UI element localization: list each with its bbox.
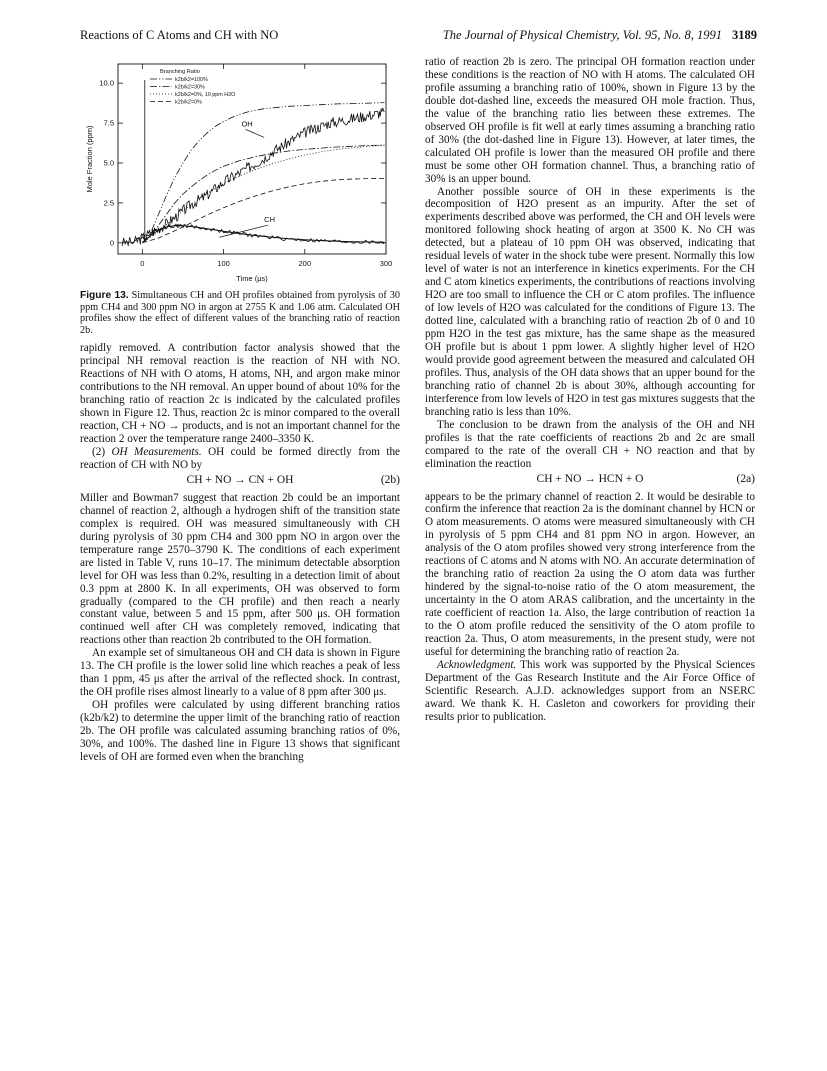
y-tick-label: 5.0 [103,158,114,168]
measured-profile-line [122,108,384,246]
legend-title: Branching Ratio [160,69,200,75]
y-axis-label: Mole Fraction (ppm) [85,125,94,193]
y-tick-label: 10.0 [99,78,114,88]
running-head [80,28,757,46]
equation-number: (2a) [736,472,755,485]
acknowledgment-text: This work was supported by the Physical Sciences Department of the Gas Research Institute and the Air Force Office of Scientific Research. A.J.D. acknowledges support from an NSERC award. We thank K. H. Casleton and coworkers for providing their results prior to publication. [425,658,755,723]
section-paragraph [80,446,400,472]
paragraph: ratio of reaction 2b is zero. The principal OH formation reaction under these conditions is the reaction of NO with H atoms. The calculated OH profile assuming a branching ratio of 100%, shown in Figure 13 by the double dot-dashed line, exceeds the measured OH mole fraction. Thus, the value of the branching ratio lies between these extremes. The observed OH profile is fit well at early times assuming a branching ratio of 30% (the dot-dashed line in Figure 13). However, at later times, the calculated OH profile is lower than the measured OH profile and there must be some other OH formation channel. Thus, a branching ratio of 30% is an upper bound. [425,56,755,185]
figure-label: Figure 13. [80,290,129,301]
y-tick-label: 0 [109,238,114,248]
figure-13 [80,56,400,288]
paragraph: appears to be the primary channel of reaction 2. It would be desirable to confirm the inference that reaction 2a is the dominant channel by HCN or O atom measurements. O atoms were measured simultaneously with CH in pyrolysis of 5 ppm CH4 and 81 ppm NO in argon. However, an analysis of the O atom profiles showed very strong interference from the reactions of C atoms and N atoms with NO. An accurate determination of the branching ratio of reaction 2a using the O atom data was further hindered by the signal-to-noise ratio of the O atom measurement, the uncertainty in the O atom ARAS calibration, and the uncertainty in the rate coefficient of reaction 1a. Also, the large contribution of reaction 1a to the O atom profile reduced the sensitivity of the O atom profile to reaction 2a. Thus, O atom measurements, in the present study, were not useful for determining the branching ratio of reaction 2a. [425,490,755,658]
equation-2b [80,474,400,489]
legend-entry: k2b/k2=30% [175,84,205,91]
equation-number: (2b) [380,473,400,486]
ch-oh-profile-chart [80,56,400,288]
y-tick-label: 2.5 [103,198,114,208]
y-tick-label: 7.5 [103,118,114,128]
paragraph: rapidly removed. A contribution factor analysis showed that the principal NH removal reaction is the reaction of NH with NO. Reactions of NH with O atoms, H atoms, NH, and argon make minor contributions to the NH removal. An upper bound of about 10% for the branching ratio of reaction 2c is indicated by the calculated profiles shown in Figure 12. Thus, reaction 2c is minor compared to the overall reaction, CH + NO → products, and is not an important channel for the reaction 2 over the temperature range 2400–3350 K. [80,342,400,446]
right-column [425,56,755,724]
equation-body: CH + NO → CN + OH [186,473,294,486]
calculated-profile-dotted [142,145,384,242]
figure-caption [80,290,400,336]
x-tick-label: 300 [379,259,393,268]
x-tick-label: 0 [140,259,145,268]
x-axis-label: Time (μs) [236,274,268,283]
section-heading: OH Measurements. [111,446,202,458]
paragraph: Miller and Bowman7 suggest that reaction 2b could be an important channel of reaction 2, although a hydrogen shift of the transition state complex is required. OH was measured simultaneously with CH during pyrolysis of 30 ppm CH4 and 300 ppm NO in argon over the temperature range 2570–3790 K. The conditions of each experiment are listed in Table V, runs 10–17. The minimum detectable absorption level for OH was less than 0.2%, resulting in a detection limit of about 0.3 ppm at 2800 K. In all experiments, OH was observed to form gradually (compared to the CH profile) and then reach a nearly constant value, between 5 and 15 ppm, after 500 μs. OH formation continued well after CH was completely removed, indicating that reactions other than reaction 2b contributed to the OH formation. [80,491,400,647]
paragraph: An example set of simultaneous OH and CH data is shown in Figure 13. The CH profile is the lower solid line which reaches a peak of less than 1 ppm, 45 μs after the arrival of the reflected shock. In contrast, the OH profile rises almost linearly to a value of 8 ppm after 300 μs. [80,647,400,699]
annotation-label: OH [241,119,253,129]
figure-caption-text: Simultaneous CH and OH profiles obtained from pyrolysis of 30 ppm CH4 and 300 ppm NO in argon at 2755 K and 1.06 atm. Calculated OH profiles show the effect of different values of the branching ratio of reaction 2b. [80,290,400,336]
paragraph-text: OH could be formed directly from the reaction of CH with NO by [80,446,401,471]
section-number: (2) [92,446,106,458]
left-column [80,56,400,764]
equation-2a [425,473,755,488]
x-tick-label: 200 [298,259,312,268]
acknowledgment-heading: Acknowledgment. [437,658,517,671]
journal-citation [443,28,757,43]
plot-frame [118,64,386,254]
acknowledgment [425,659,755,724]
paragraph: The conclusion to be drawn from the analysis of the OH and NH profiles is that the rate coefficients of reactions 2b and 2c are small compared to the rate of the overall CH + NO reaction and that by elimination the reaction [425,418,755,470]
legend-entry: k2b/k2=0%, 10 ppm H2O [175,92,236,98]
paragraph: OH profiles were calculated by using different branching ratios (k2b/k2) to determine the upper limit of the branching ratio of reaction 2b. The OH profile was calculated assuming branching ratios of 0%, 30%, and 100%. The dashed line in Figure 13 shows that significant levels of OH are formed even when the branching [80,699,400,763]
calculated-profile-solid [142,225,384,243]
legend-entry: k2b/k2=0% [175,99,202,106]
running-title: Reactions of C Atoms and CH with NO [80,28,279,42]
journal-name: The Journal of Physical Chemistry, Vol. 95, No. 8, 1991 [442,28,722,42]
annotation-label: CH [264,215,276,225]
x-tick-label: 100 [217,259,230,268]
paragraph: Another possible source of OH in these experiments is the decomposition of H2O present as an impurity. After the set of experiments described above was performed, the CH and OH levels were monitored following shock heating of argon at 3500 K. No CH was detected, but a plateau of 10 ppm OH was observed, indicating that residual levels of water in the shock tube were present. Normally this low level of water is not an interference in kinetics experiments. For the CH and C atom kinetics experiments, the contributions of reactions involving H2O are too small to influence the CH or C atom profiles. The influence of low levels of H2O was calculated for the conditions of Figure 13. The dotted line, calculated with a branching ratio of reaction 2b of 0 and 10 ppm H2O in the test gas mixture, has the same shape as the measured OH profile but is about 1 ppm lower. A slightly higher level of H2O would provide good agreement between the measured and calculated OH profiles. Thus, analysis of the OH data shows that an upper bound for the branching ratio of channel 2b is about 30%, although accounting for interference from low levels of H2O in test gas mixtures suggests that the branching ratio is less than 10%. [425,185,755,418]
equation-body: CH + NO → HCN + O [536,472,644,485]
legend-entry: k2b/k2=100% [175,77,208,83]
annotation-arrow [245,129,264,137]
page-number: 3189 [732,28,757,42]
